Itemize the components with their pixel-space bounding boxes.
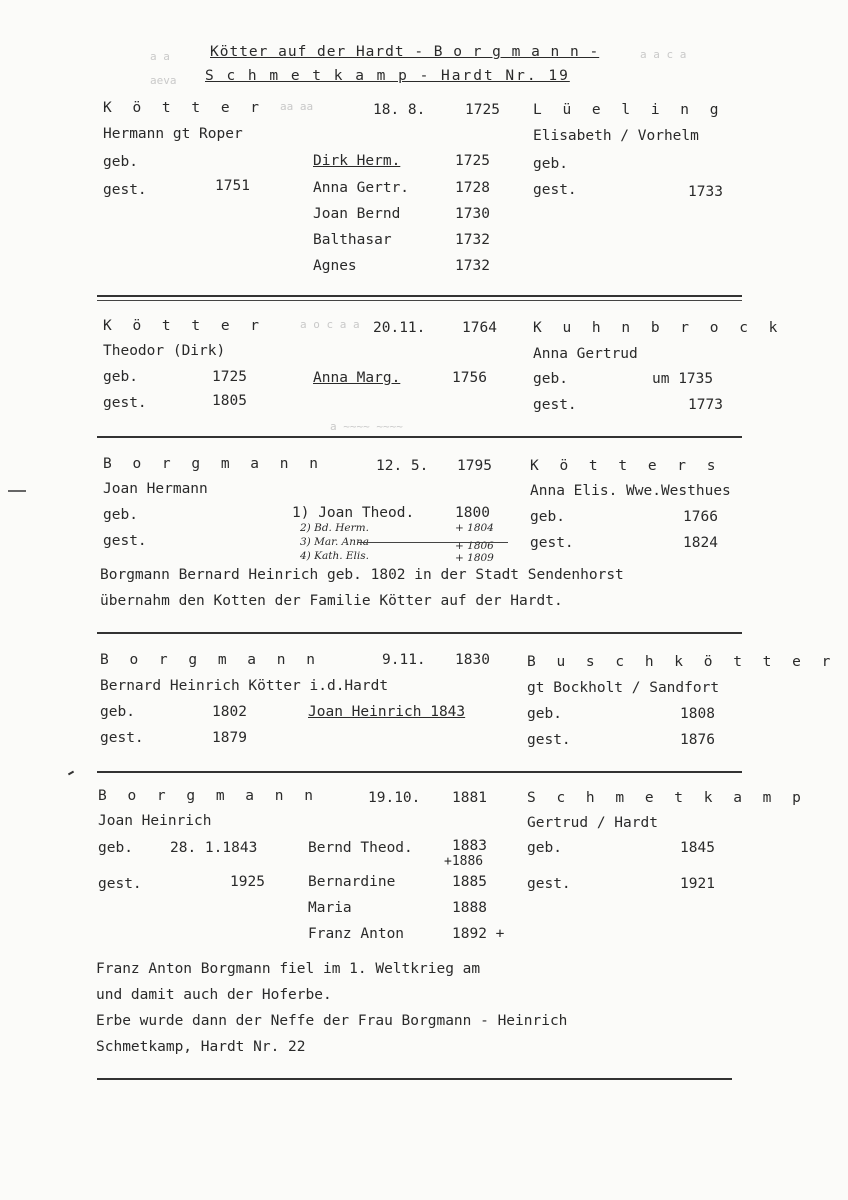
section-divider bbox=[97, 295, 742, 297]
husband-surname: B o r g m a n n bbox=[103, 456, 324, 472]
husband-name: Hermann gt Roper bbox=[103, 126, 243, 142]
wife-surname: S c h m e t k a m p bbox=[527, 790, 807, 806]
wife-died: 1876 bbox=[680, 732, 715, 748]
child-year: 1800 bbox=[455, 505, 490, 521]
born-label: geb. bbox=[103, 154, 138, 170]
died-label: gest. bbox=[98, 876, 142, 892]
wife-name: Anna Elis. Wwe.Westhues bbox=[530, 483, 731, 499]
born-label: geb. bbox=[527, 840, 562, 856]
wife-surname: L ü e l i n g bbox=[533, 102, 725, 118]
husband-surname: B o r g m a n n bbox=[98, 788, 319, 804]
child-year: 1883 bbox=[452, 838, 487, 854]
child-death: +1886 bbox=[444, 854, 484, 869]
child-name: Dirk Herm. bbox=[313, 153, 401, 169]
husband-died: 1751 bbox=[215, 178, 250, 194]
husband-name: Bernard Heinrich Kötter i.d.Hardt bbox=[100, 678, 389, 694]
scan-speck bbox=[8, 490, 26, 492]
died-label: gest. bbox=[100, 730, 144, 746]
marriage-year: 1830 bbox=[455, 652, 490, 668]
wife-surname: K u h n b r o c k bbox=[533, 320, 784, 336]
family-note: Borgmann Bernard Heinrich geb. 1802 in der Stadt Sendenhorst bbox=[100, 567, 624, 583]
born-label: geb. bbox=[103, 369, 138, 385]
born-label: geb. bbox=[98, 840, 133, 856]
handwritten-child-name: 2) Bd. Herm. bbox=[300, 522, 369, 534]
died-label: gest. bbox=[527, 732, 571, 748]
husband-born: 1725 bbox=[212, 369, 247, 385]
died-label: gest. bbox=[530, 535, 574, 551]
died-label: gest. bbox=[103, 533, 147, 549]
section-divider bbox=[97, 632, 742, 634]
show-through-mark: a a bbox=[150, 50, 170, 63]
handwritten-child-name: 3) Mar. Anna bbox=[300, 536, 370, 548]
document-subtitle: S c h m e t k a m p - Hardt Nr. 19 bbox=[205, 68, 570, 84]
handwritten-child-note: + 1806 bbox=[455, 540, 494, 552]
died-label: gest. bbox=[533, 182, 577, 198]
wife-died: 1824 bbox=[683, 535, 718, 551]
child-year: 1756 bbox=[452, 370, 487, 386]
marriage-date: 18. 8. bbox=[373, 102, 426, 118]
died-label: gest. bbox=[103, 395, 147, 411]
family-note: übernahm den Kotten der Familie Kötter auf der Hardt. bbox=[100, 593, 563, 609]
marriage-date: 9.11. bbox=[382, 652, 426, 668]
child-name: Anna Marg. bbox=[313, 370, 401, 386]
wife-died: 1773 bbox=[688, 397, 723, 413]
died-label: gest. bbox=[527, 876, 571, 892]
wife-born: 1766 bbox=[683, 509, 718, 525]
husband-name: Theodor (Dirk) bbox=[103, 343, 226, 359]
marriage-year: 1764 bbox=[462, 320, 497, 336]
child-year: 1728 bbox=[455, 180, 490, 196]
husband-born: 1802 bbox=[212, 704, 247, 720]
handwritten-child-name: 4) Kath. Elis. bbox=[300, 550, 369, 562]
handwritten-strike-line bbox=[358, 542, 508, 543]
family-note: Erbe wurde dann der Neffe der Frau Borgmann - Heinrich bbox=[96, 1013, 568, 1029]
husband-name: Joan Hermann bbox=[103, 481, 208, 497]
handwritten-child-note: + 1809 bbox=[455, 552, 494, 564]
husband-born: 28. 1.1843 bbox=[170, 840, 258, 856]
section-divider bbox=[97, 771, 742, 773]
wife-died: 1733 bbox=[688, 184, 723, 200]
family-note: Schmetkamp, Hardt Nr. 22 bbox=[96, 1039, 306, 1055]
husband-died: 1805 bbox=[212, 393, 247, 409]
show-through-mark: a a c a bbox=[640, 48, 687, 61]
died-label: gest. bbox=[103, 182, 147, 198]
born-label: geb. bbox=[533, 156, 568, 172]
child-name: Balthasar bbox=[313, 232, 392, 248]
born-label: geb. bbox=[100, 704, 135, 720]
marriage-year: 1795 bbox=[457, 458, 492, 474]
born-label: geb. bbox=[103, 507, 138, 523]
child-year: 1892 + bbox=[452, 926, 505, 942]
show-through-mark: aa aa bbox=[280, 100, 314, 113]
child-name: Franz Anton bbox=[308, 926, 405, 942]
husband-surname: K ö t t e r bbox=[103, 100, 266, 116]
husband-surname: B o r g m a n n bbox=[100, 652, 321, 668]
husband-surname: K ö t t e r bbox=[103, 318, 266, 334]
scan-speck bbox=[68, 771, 74, 776]
child-name: Anna Gertr. bbox=[313, 180, 410, 196]
child-year: 1888 bbox=[452, 900, 487, 916]
child-name: Bernardine bbox=[308, 874, 396, 890]
wife-surname: K ö t t e r s bbox=[530, 458, 722, 474]
wife-name: Anna Gertrud bbox=[533, 346, 638, 362]
child-year: 1730 bbox=[455, 206, 490, 222]
marriage-date: 19.10. bbox=[368, 790, 421, 806]
born-label: geb. bbox=[530, 509, 565, 525]
died-label: gest. bbox=[533, 397, 577, 413]
wife-died: 1921 bbox=[680, 876, 715, 892]
child-year: 1732 bbox=[455, 232, 490, 248]
born-label: geb. bbox=[533, 371, 568, 387]
child-name: Joan Bernd bbox=[313, 206, 401, 222]
marriage-date: 20.11. bbox=[373, 320, 426, 336]
husband-died: 1879 bbox=[212, 730, 247, 746]
section-divider bbox=[97, 300, 742, 301]
section-divider bbox=[97, 436, 742, 438]
wife-name: Gertrud / Hardt bbox=[527, 815, 658, 831]
wife-name: gt Bockholt / Sandfort bbox=[527, 680, 720, 696]
wife-name: Elisabeth / Vorhelm bbox=[533, 128, 699, 144]
show-through-mark: a o c a a bbox=[300, 318, 360, 331]
show-through-mark: a ~~~~ ~~~~ bbox=[330, 420, 403, 433]
child-name: Agnes bbox=[313, 258, 357, 274]
family-note: und damit auch der Hoferbe. bbox=[96, 987, 332, 1003]
family-note: Franz Anton Borgmann fiel im 1. Weltkrieg am bbox=[96, 961, 481, 977]
wife-surname: B u s c h k ö t t e r bbox=[527, 654, 837, 670]
marriage-date: 12. 5. bbox=[376, 458, 429, 474]
husband-died: 1925 bbox=[230, 874, 265, 890]
marriage-year: 1881 bbox=[452, 790, 487, 806]
wife-born: um 1735 bbox=[652, 371, 714, 387]
document-title: Kötter auf der Hardt - B o r g m a n n - bbox=[210, 44, 600, 60]
child-year: 1885 bbox=[452, 874, 487, 890]
child-name: 1) Joan Theod. bbox=[292, 505, 415, 521]
section-divider bbox=[97, 1078, 732, 1080]
handwritten-child-note: + 1804 bbox=[455, 522, 494, 534]
born-label: geb. bbox=[527, 706, 562, 722]
wife-born: 1845 bbox=[680, 840, 715, 856]
husband-name: Joan Heinrich bbox=[98, 813, 212, 829]
child-name: Joan Heinrich 1843 bbox=[308, 704, 466, 720]
child-year: 1732 bbox=[455, 258, 490, 274]
show-through-mark: aeva bbox=[150, 74, 177, 87]
child-name: Maria bbox=[308, 900, 352, 916]
child-name: Bernd Theod. bbox=[308, 840, 413, 856]
child-year: 1725 bbox=[455, 153, 490, 169]
wife-born: 1808 bbox=[680, 706, 715, 722]
marriage-year: 1725 bbox=[465, 102, 500, 118]
